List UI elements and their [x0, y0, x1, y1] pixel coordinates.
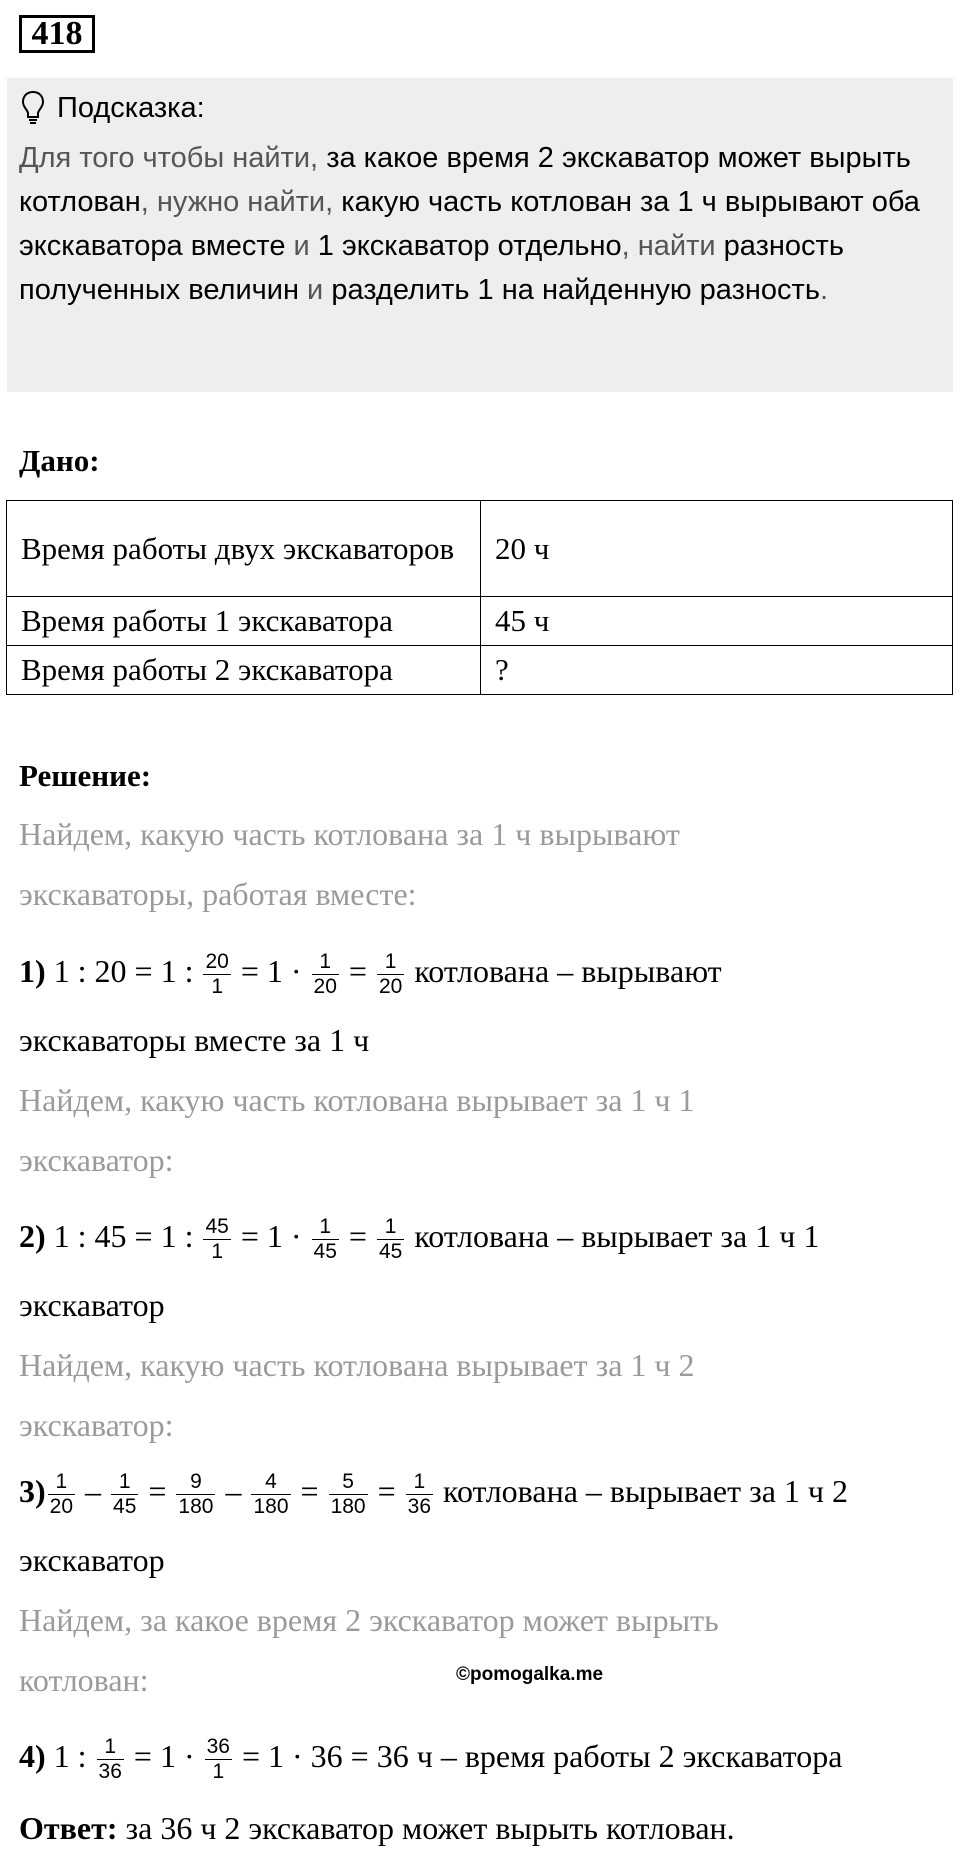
expr-text: котлована – вырывают — [406, 952, 722, 989]
expr-text: = — [340, 952, 375, 989]
hint-emphasis: разность полученных величин — [19, 230, 844, 306]
step-number: 1) — [19, 952, 46, 989]
table-row — [7, 646, 953, 695]
fraction: $\frac{1}{20}$ — [313, 950, 337, 998]
given-heading: Дано: — [19, 443, 100, 478]
step-3-continuation: экскаватор — [19, 1542, 165, 1578]
fraction: $\frac{1}{36}$ — [98, 1735, 122, 1783]
fraction: $\frac{1}{20}$ — [49, 1470, 74, 1518]
intro-text: котлован: — [19, 1662, 149, 1698]
hint-box — [7, 78, 953, 392]
hint-fragment: , нужно найти, — [140, 186, 342, 218]
hint-emphasis: 1 экскаватор отдельно — [317, 230, 622, 262]
table-cell-value: 45 ч — [481, 597, 953, 646]
expr-text: = — [340, 1217, 375, 1254]
fraction: $\frac{5}{180}$ — [330, 1470, 366, 1518]
step-number: 2) — [19, 1217, 46, 1254]
fraction: $\frac{4}{180}$ — [253, 1470, 289, 1518]
step-3 — [19, 1470, 848, 1519]
expr-text: = 1 · — [232, 1217, 310, 1254]
step-4 — [19, 1735, 842, 1784]
expr-text: котлована – вырывает за 1 ч 1 — [406, 1217, 820, 1254]
fraction: $\frac{1}{20}$ — [378, 950, 403, 998]
hint-emphasis: какую часть котлован за 1 ч вырывают оба экскаватора вместе — [19, 186, 920, 262]
fraction: $\frac{1}{45}$ — [378, 1215, 403, 1263]
step-2-continuation: экскаватор — [19, 1287, 165, 1323]
fraction: $\frac{1}{45}$ — [313, 1215, 337, 1263]
expr-text: 1 : — [45, 1737, 95, 1774]
expr-text: = 1 · — [232, 952, 310, 989]
step-number: 3) — [19, 1472, 46, 1509]
hint-fragment: и — [298, 274, 332, 306]
table-cell-label: Время работы двух экскаваторов — [7, 501, 481, 597]
answer — [19, 1808, 735, 1848]
hint-text — [19, 136, 939, 312]
table-cell-label: Время работы 1 экскаватора — [7, 597, 481, 646]
expr-text: 1 : 20 = 1 : — [45, 952, 202, 989]
answer-text: за 36 ч 2 экскаватор может вырыть котлован. — [117, 1810, 735, 1846]
step-number: 4) — [19, 1737, 46, 1774]
step-1 — [19, 950, 722, 999]
hint-fragment: и — [285, 230, 318, 262]
given-table — [6, 500, 953, 695]
table-row — [7, 501, 953, 597]
intro-text: Найдем, за какое время 2 экскаватор может вырыть — [19, 1602, 719, 1638]
intro-text: экскаватор: — [19, 1142, 174, 1178]
expr-text: = 1 · 36 = 36 ч – время работы 2 экскаватора — [233, 1737, 843, 1774]
hint-emphasis: разделить 1 на найденную разность — [331, 274, 820, 306]
fraction: $\frac{20}{1}$ — [205, 950, 229, 998]
fraction: $\frac{36}{1}$ — [206, 1735, 230, 1783]
hint-fragment: . — [819, 274, 828, 306]
expr-text: – — [217, 1472, 250, 1509]
table-cell-value: 20 ч — [481, 501, 953, 597]
fraction: $\frac{1}{45}$ — [113, 1470, 137, 1518]
intro-text: экскаватор: — [19, 1407, 174, 1443]
intro-text: экскаваторы, работая вместе: — [19, 876, 417, 912]
expr-text: 1 : 45 = 1 : — [45, 1217, 202, 1254]
fraction: $\frac{1}{36}$ — [407, 1470, 432, 1518]
hint-title — [21, 88, 205, 128]
step-2 — [19, 1215, 819, 1264]
fraction: $\frac{9}{180}$ — [178, 1470, 214, 1518]
table-cell-label: Время работы 2 экскаватора — [7, 646, 481, 695]
table-row — [7, 597, 953, 646]
expr-text: – — [77, 1472, 110, 1509]
fraction: $\frac{45}{1}$ — [205, 1215, 229, 1263]
expr-text: = — [369, 1472, 404, 1509]
answer-label: Ответ: — [19, 1810, 118, 1846]
expr-text: = 1 · — [125, 1737, 203, 1774]
solution-heading: Решение: — [19, 758, 152, 793]
table-cell-value: ? — [481, 646, 953, 695]
expr-text: = — [140, 1472, 175, 1509]
hint-emphasis: за какое время 2 экскаватор может вырыть котлован — [19, 142, 911, 218]
step-1-continuation: экскаваторы вместе за 1 ч — [19, 1022, 370, 1058]
intro-text: Найдем, какую часть котлована вырывает за 1 ч 1 — [19, 1082, 695, 1118]
lightbulb-icon — [21, 90, 45, 126]
expr-text: котлована – вырывает за 1 ч 2 — [435, 1472, 849, 1509]
hint-title-text: Подсказка: — [57, 91, 205, 124]
expr-text: = — [292, 1472, 327, 1509]
hint-fragment: , найти — [621, 230, 724, 262]
watermark: ©pomogalka.me — [456, 1664, 604, 1685]
task-number: 418 — [19, 15, 95, 53]
hint-fragment: Для того чтобы найти, — [19, 142, 327, 174]
intro-text: Найдем, какую часть котлована вырывает за 1 ч 2 — [19, 1347, 695, 1383]
intro-text: Найдем, какую часть котлована за 1 ч вырывают — [19, 816, 680, 852]
